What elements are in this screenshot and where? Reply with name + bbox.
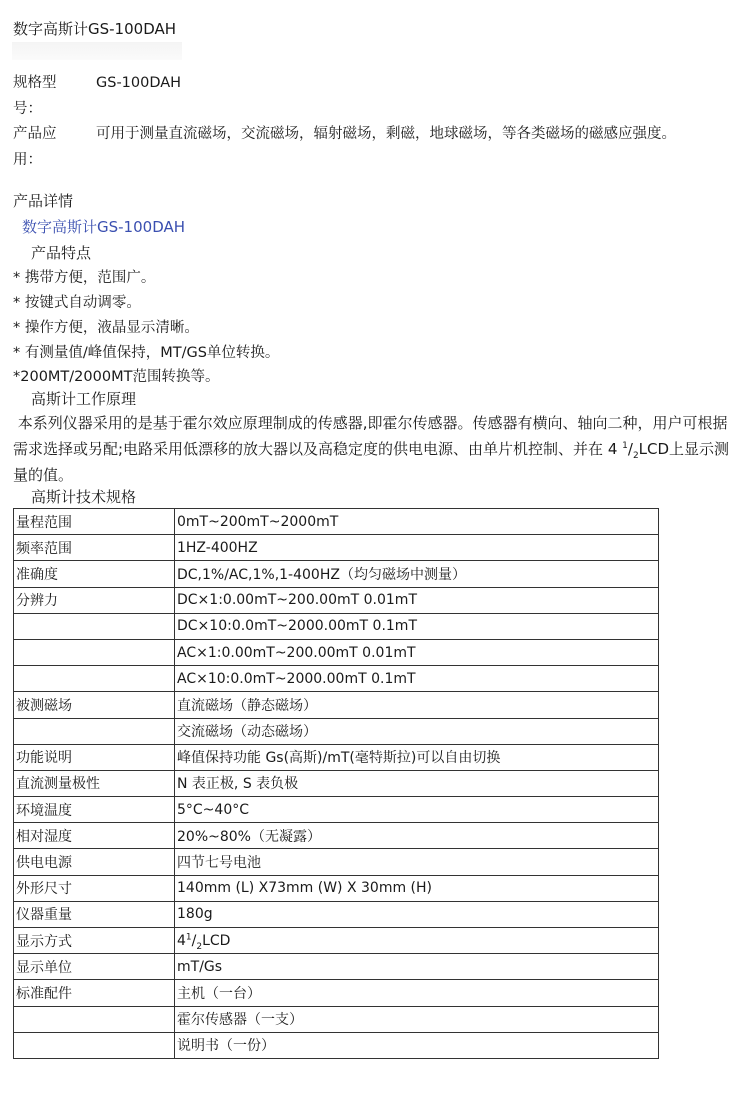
table-row	[14, 535, 659, 561]
row-label: 仪器重量	[14, 901, 175, 927]
table-row	[14, 744, 659, 770]
row-value: 说明书（一份）	[175, 1032, 659, 1058]
row-label: 准确度	[14, 561, 175, 587]
row-value: 1HZ-400HZ	[175, 535, 659, 561]
tech-spec-heading: 高斯计技术规格	[31, 488, 137, 506]
table-row	[14, 980, 659, 1006]
feature-item: *200MT/2000MT范围转换等。	[13, 369, 220, 385]
row-label	[14, 639, 175, 665]
features-heading: 产品特点	[31, 244, 92, 262]
row-label	[14, 1032, 175, 1058]
row-value: 0mT~200mT~2000mT	[175, 509, 659, 535]
spec-model	[13, 70, 738, 122]
row-value: 20%~80%（无凝露）	[175, 823, 659, 849]
details-subtitle: 数字高斯计GS-100DAH	[22, 218, 186, 236]
feature-item: * 按键式自动调零。	[13, 295, 141, 311]
row-label: 直流测量极性	[14, 770, 175, 796]
feature-item: * 有测量值/峰值保持，MT/GS单位转换。	[13, 345, 280, 361]
display-slash: /	[191, 932, 197, 949]
row-value: DC×10:0.0mT~2000.00mT 0.1mT	[175, 613, 659, 639]
table-row	[14, 954, 659, 980]
row-value: 峰值保持功能 Gs(高斯)/mT(毫特斯拉)可以自由切换	[175, 744, 659, 770]
row-label: 供电电源	[14, 849, 175, 875]
row-value: N 表正极, S 表负极	[175, 770, 659, 796]
row-label	[14, 1006, 175, 1032]
row-label: 标准配件	[14, 980, 175, 1006]
details-heading: 产品详情	[13, 192, 74, 210]
row-label: 显示方式	[14, 928, 175, 954]
table-row	[14, 849, 659, 875]
spec-usage-label-line1: 产品应	[13, 126, 57, 142]
product-title: 数字高斯计GS-100DAH	[13, 20, 177, 38]
row-label: 外形尺寸	[14, 875, 175, 901]
table-row	[14, 587, 659, 613]
table-row	[14, 875, 659, 901]
spec-usage-label-line2: 用：	[13, 152, 42, 168]
table-row	[14, 823, 659, 849]
row-value: mT/Gs	[175, 954, 659, 980]
table-row	[14, 928, 659, 954]
row-value: DC×1:0.00mT~200.00mT 0.01mT	[175, 587, 659, 613]
table-row	[14, 770, 659, 796]
spec-model-label-line1: 规格型	[13, 75, 57, 91]
row-value: 四节七号电池	[175, 849, 659, 875]
table-row	[14, 561, 659, 587]
principle-slash: /	[627, 440, 633, 458]
row-label: 频率范围	[14, 535, 175, 561]
spec-usage-label	[13, 121, 83, 173]
row-label: 量程范围	[14, 509, 175, 535]
spec-model-label-line2: 号：	[13, 101, 42, 117]
principle-paragraph	[13, 410, 735, 488]
row-value: 140mm (L) X73mm (W) X 30mm (H)	[175, 875, 659, 901]
spec-usage-value: 可用于测量直流磁场，交流磁场，辐射磁场，剩磁，地球磁场，等各类磁场的磁感应强度。	[96, 126, 676, 142]
row-value: 5°C~40°C	[175, 797, 659, 823]
principle-sub: 2	[632, 451, 639, 461]
table-row	[14, 718, 659, 744]
row-label	[14, 666, 175, 692]
spec-model-value: GS-100DAH	[96, 75, 182, 91]
display-sub: 2	[196, 941, 203, 952]
table-row	[14, 692, 659, 718]
row-value	[175, 928, 659, 954]
row-label	[14, 718, 175, 744]
table-row	[14, 901, 659, 927]
row-label: 功能说明	[14, 744, 175, 770]
table-row	[14, 1032, 659, 1058]
row-value: 霍尔传感器（一支）	[175, 1006, 659, 1032]
row-value: DC,1%/AC,1%,1-400HZ（均匀磁场中测量）	[175, 561, 659, 587]
row-value: 主机（一台）	[175, 980, 659, 1006]
table-row	[14, 509, 659, 535]
display-rest: LCD	[202, 932, 231, 949]
spec-usage	[13, 121, 738, 173]
table-row	[14, 639, 659, 665]
feature-item: * 携带方便，范围广。	[13, 270, 156, 286]
tech-spec-table	[13, 508, 659, 1059]
table-row	[14, 1006, 659, 1032]
spec-model-label	[13, 70, 83, 122]
row-value: 直流磁场（静态磁场）	[175, 692, 659, 718]
display-sup: 1	[185, 931, 192, 942]
principle-text-a: 本系列仪器采用的是基于霍尔效应原理制成的传感器,即霍尔传感器。传感器有横向、轴向二种，用户可根据需求选择或另配;电路采用低漂移的放大器以及高稳定度的供电电源、由单片机控制、并在 4	[13, 414, 728, 458]
row-label: 分辨力	[14, 587, 175, 613]
principle-sup: 1	[622, 441, 628, 451]
row-value: AC×10:0.0mT~2000.00mT 0.1mT	[175, 666, 659, 692]
row-label: 被测磁场	[14, 692, 175, 718]
row-label: 环境温度	[14, 797, 175, 823]
principle-heading: 高斯计工作原理	[31, 390, 137, 408]
title-divider	[12, 42, 182, 60]
row-value: 交流磁场（动态磁场）	[175, 718, 659, 744]
row-label: 相对湿度	[14, 823, 175, 849]
feature-item: * 操作方便，液晶显示清晰。	[13, 320, 199, 336]
principle-text-b: LCD上显示测量的值。	[13, 440, 730, 484]
display-base: 4	[177, 932, 186, 949]
table-row	[14, 666, 659, 692]
row-label: 显示单位	[14, 954, 175, 980]
table-row	[14, 797, 659, 823]
row-value: AC×1:0.00mT~200.00mT 0.01mT	[175, 639, 659, 665]
row-label	[14, 613, 175, 639]
row-value: 180g	[175, 901, 659, 927]
table-row	[14, 613, 659, 639]
